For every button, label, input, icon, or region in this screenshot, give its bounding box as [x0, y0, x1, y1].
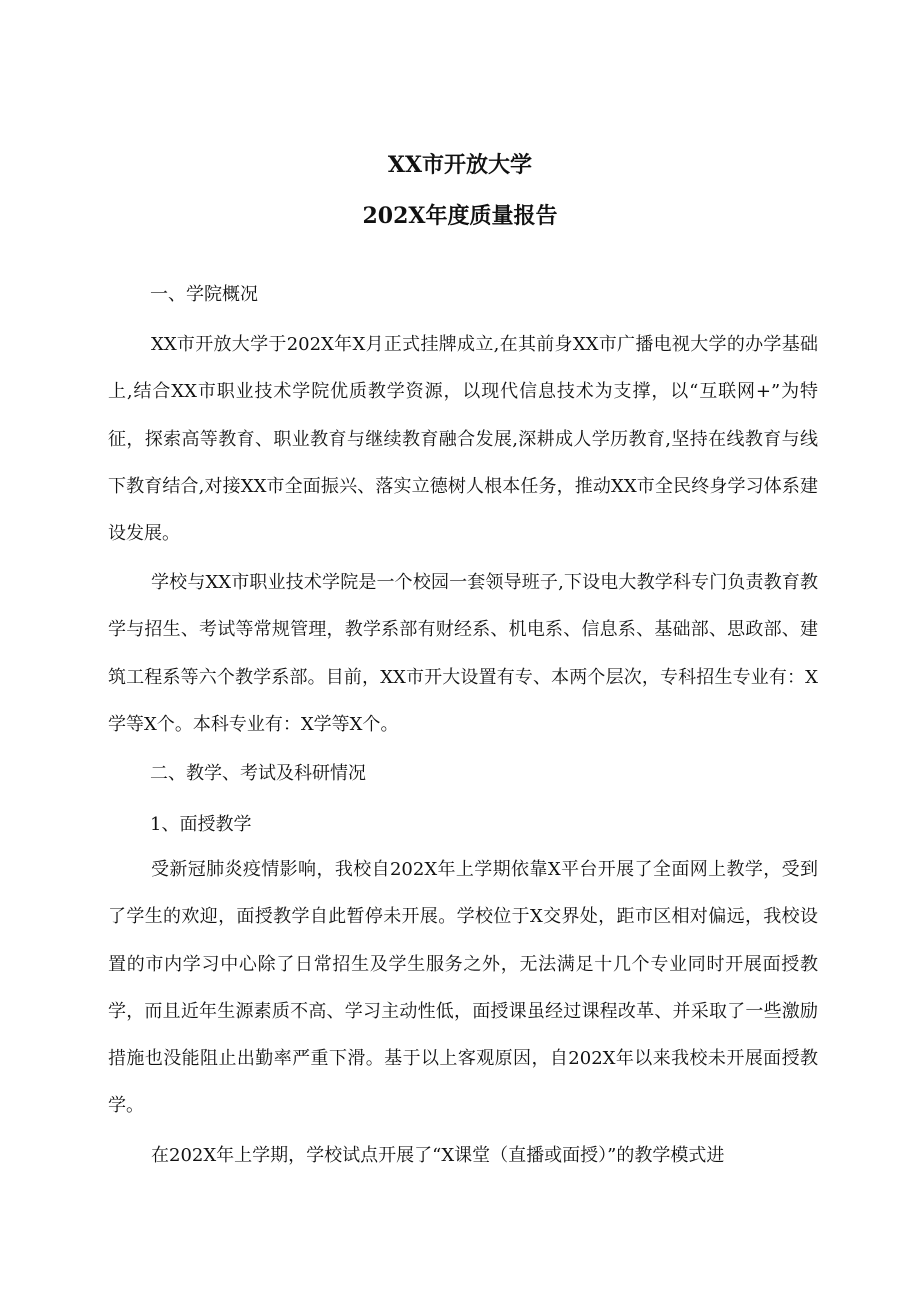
report-title-line-2: 202X年度质量报告	[362, 203, 558, 230]
overview-paragraph-1: XX市开放大学于202X年X月正式挂牌成立,在其前身XX市广播电视大学的办学基础上,结合XX市职业技术学院优质教学资源，以现代信息技术为支撑，以“互联网+”为特征，探索高等教育、职业教育与继续教育融合发展,深耕成人学历教育,坚持在线教育与线下教育结合,对接XX市全面振兴、落实立德树人根本任务，推动XX市全民终身学习体系建设发展。	[108, 334, 818, 545]
overview-paragraph-2: 学校与XX市职业技术学院是一个校园一套领导班子,下设电大教学科专门负责教育教学与招生、考试等常规管理，教学系部有财经系、机电系、信息系、基础部、思政部、建筑工程系等六个教学系部。目前，XX市开大设置有专、本两个层次，专科招生专业有：X学等X个。本科专业有：X学等X个。	[108, 572, 818, 735]
face-teaching-paragraph-1: 受新冠肺炎疫情影响，我校自202X年上学期依靠X平台开展了全面网上教学，受到了学生的欢迎，面授教学自此暂停未开展。学校位于X交界处，距市区相对偏远，我校设置的市内学习中心除了日常招生及学生服务之外，无法满足十几个专业同时开展面授教学，而且近年生源素质不高、学习主动性低，面授课虽经过课程改革、并采取了一些激励措施也没能阻止出勤率严重下滑。基于以上客观原因，自202X年以来我校未开展面授教学。	[108, 859, 818, 1117]
report-title-line-1: XX市开放大学	[387, 151, 533, 178]
face-teaching-paragraph-2: 在202X年上学期，学校试点开展了“X课堂（直播或面授）”的教学模式进	[151, 1145, 725, 1166]
section-heading-overview: 一、学院概况	[150, 284, 258, 305]
section-heading-teaching-exams-research: 二、教学、考试及科研情况	[150, 763, 366, 784]
subheading-face-teaching: 1、面授教学	[150, 814, 252, 835]
